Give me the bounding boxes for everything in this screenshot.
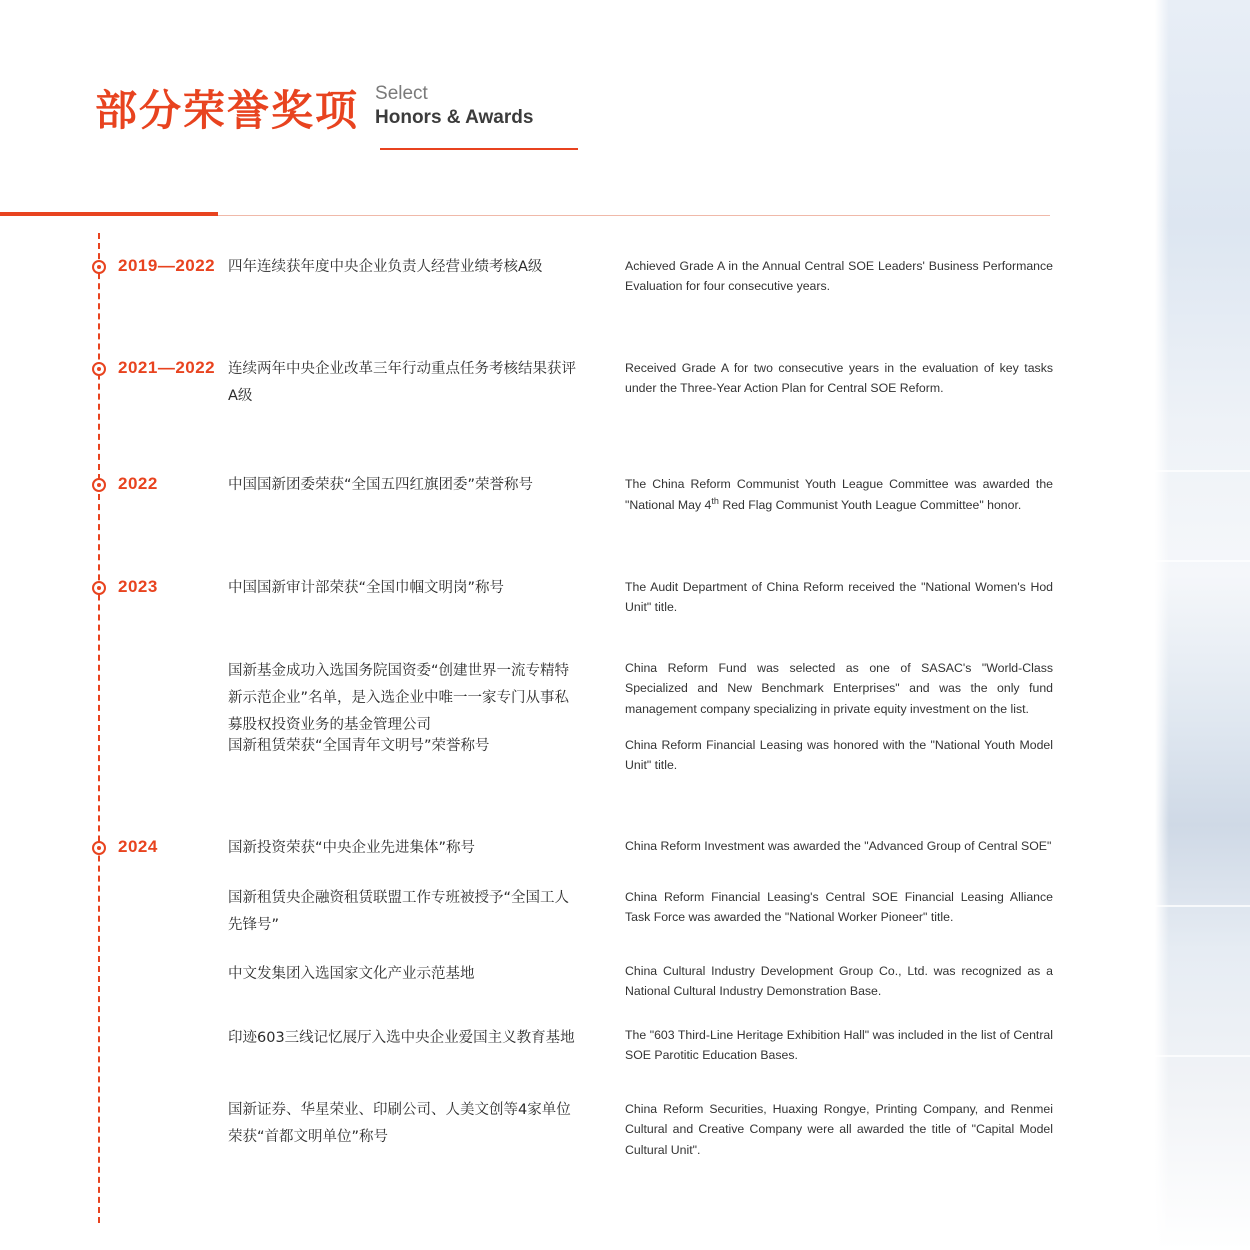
award-title-cn: 国新租赁央企融资租赁联盟工作专班被授予“全国工人先锋号”: [228, 890, 570, 933]
timeline-year: 2024: [118, 837, 158, 856]
timeline-year: 2022: [118, 474, 158, 493]
award-title-cn: 国新租赁荣获“全国青年文明号”荣誉称号: [228, 738, 490, 754]
award-title-cn: 连续两年中央企业改革三年行动重点任务考核结果获评A级: [228, 361, 576, 404]
timeline-dashed-line: [98, 233, 100, 1223]
page-title-en: [375, 82, 533, 132]
award-title-en-superscript: th: [711, 496, 719, 507]
award-title-en: Achieved Grade A in the Annual Central SOE Leaders' Business Performance Evaluation for four consecutive years.: [625, 259, 1053, 294]
award-title-en: Received Grade A for two consecutive years in the evaluation of key tasks under the Three-Year Action Plan for Central SOE Reform.: [625, 361, 1053, 396]
header-rule-accent: [0, 212, 218, 216]
award-title-en-part2: Red Flag Communist Youth League Committee" honor.: [718, 498, 1022, 513]
decorative-image-strip: [1155, 0, 1250, 1250]
award-title-cn: 四年连续获年度中央企业负责人经营业绩考核A级: [228, 259, 543, 275]
award-title-en: [625, 474, 1053, 516]
award-title-cn: 国新投资荣获“中央企业先进集体”称号: [228, 840, 476, 856]
award-title-cn: 中国国新审计部荣获“全国巾帼文明岗”称号: [228, 580, 505, 596]
award-title-en: China Reform Financial Leasing's Central SOE Financial Leasing Alliance Task Force was awarded the "National Worker Pioneer" title.: [625, 890, 1053, 925]
timeline-marker-icon: [92, 362, 106, 376]
award-title-en-part1: The China Reform Communist Youth League Committee was awarded the "National May 4: [625, 477, 1053, 513]
page-title-en-line2: Honors & Awards: [375, 106, 534, 128]
page-title-cn: 部分荣誉奖项: [95, 85, 360, 135]
page-title-en-line1: Select: [375, 83, 428, 104]
award-title-cn: 中文发集团入选国家文化产业示范基地: [228, 966, 475, 982]
timeline-marker-icon: [92, 581, 106, 595]
award-title-en: China Reform Securities, Huaxing Rongye, Printing Company, and Renmei Cultural and Creative Company were all awarded the title of "Capital Model Cultural Unit".: [625, 1102, 1053, 1157]
award-title-cn: 印迹603三线记忆展厅入选中央企业爱国主义教育基地: [228, 1030, 575, 1046]
timeline-marker-icon: [92, 260, 106, 274]
title-underline: [380, 148, 578, 150]
timeline-year: 2023: [118, 577, 158, 596]
award-title-en: China Reform Fund was selected as one of SASAC's "World-Class Specialized and New Benchmark Enterprises" and was the only fund management company specializing in private equity investment on the list.: [625, 661, 1053, 716]
award-title-cn: 中国国新团委荣获“全国五四红旗团委”荣誉称号: [228, 477, 534, 493]
award-title-en: The "603 Third-Line Heritage Exhibition Hall" was included in the list of Central SOE Parotitic Education Bases.: [625, 1028, 1053, 1063]
award-title-en: China Reform Financial Leasing was honored with the "National Youth Model Unit" title.: [625, 738, 1053, 773]
timeline-year: 2021—2022: [118, 358, 216, 377]
award-title-cn: 国新基金成功入选国务院国资委“创建世界一流专精特新示范企业”名单，是入选企业中唯一一家专门从事私募股权投资业务的基金管理公司: [228, 663, 570, 733]
timeline-marker-icon: [92, 841, 106, 855]
award-title-en: China Reform Investment was awarded the "Advanced Group of Central SOE": [625, 839, 1052, 853]
timeline-marker-icon: [92, 478, 106, 492]
award-title-en: China Cultural Industry Development Group Co., Ltd. was recognized as a National Cultural Industry Demonstration Base.: [625, 964, 1053, 999]
award-title-cn: 国新证券、华星荣业、印刷公司、人美文创等4家单位荣获“首都文明单位”称号: [228, 1102, 571, 1145]
page-title: [95, 82, 534, 135]
timeline-year: 2019—2022: [118, 256, 216, 275]
award-title-en: The Audit Department of China Reform received the "National Women's Hod Unit" title.: [625, 580, 1053, 615]
